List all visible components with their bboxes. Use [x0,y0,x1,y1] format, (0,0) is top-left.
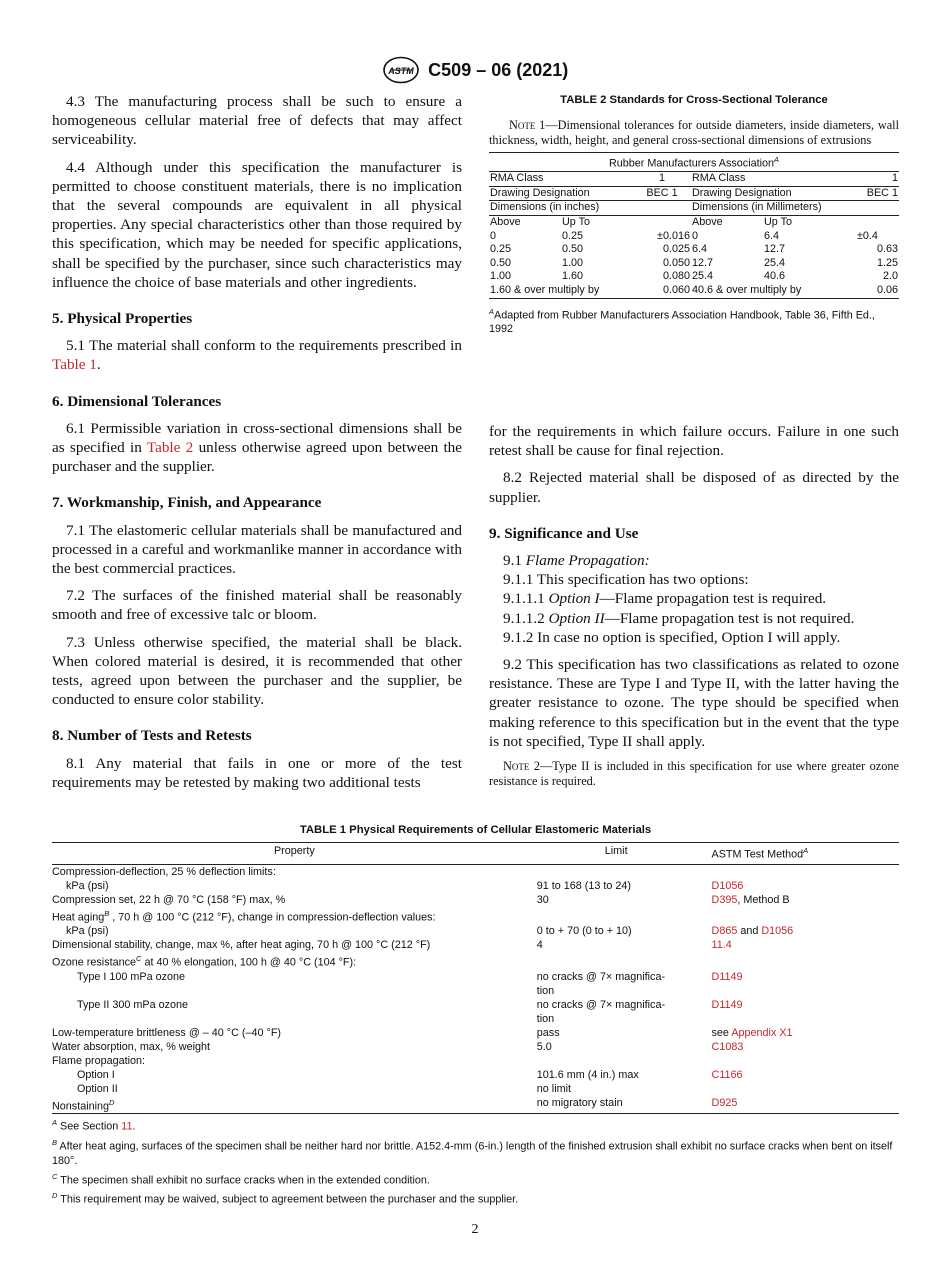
method-cell [712,1040,899,1054]
table-2-row [489,284,899,298]
method-cell [712,907,899,925]
method-link[interactable]: D865 [711,925,738,938]
table-2-cell: 0.060 [633,284,691,298]
header-method: ASTM Test Method$^A$ [712,843,899,865]
header-limit: Limit [537,843,712,865]
paragraph-5-1: 5.1 The material shall conform to the requirements prescribed in Table 1. [52,337,462,374]
method-cell [712,952,899,970]
method-link[interactable]: C1083 [711,1040,744,1053]
table-1-footnotes [52,1116,899,1206]
paragraph-6-1: 6.1 Permissible variation in cross-sectional dimensions shall be as specified in Table 2 unless otherwise agreed upon between the purchaser and the supplier. [52,419,463,476]
table-2-row [489,230,899,244]
table-2-cell: 12.7 [692,256,714,269]
limit-cell: no limit [536,1082,571,1095]
table-2-cell: 1.60 [562,270,584,283]
table-2-cell: Dimensions (in inches) [489,201,691,216]
footnote-link[interactable]: 11 [121,1120,133,1133]
property-cell: Flame propagation: [52,1054,146,1067]
table-2-cell: ±0.016 [657,229,690,242]
method-link[interactable]: D1149 [711,998,743,1011]
table-2-row [489,201,899,216]
table-2-block [489,94,899,336]
table-2-cell: 40.6 [764,270,786,283]
method-link[interactable]: D395 [711,893,738,906]
method-cell [712,1026,899,1040]
table-2-cell: 0.50 [562,243,584,256]
table-1-footnote: $^A$ See Section 11. [52,1118,136,1133]
table-2-cell: Up To [764,215,793,228]
paragraph-4-4: 4.4 Although under this specification the manufacturer is permitted to choose constituent materials, there is no implication that the several compounds are equivalent in all physical properties. Any special characteristics other than those required by this specification, which may be needed for specific applications, shall be specified by the purchaser, since such characteristics may influence the choice of base materials and other ingredients. [52,158,462,291]
page-header [0,56,950,84]
paragraph-9-1: 9.1 Flame Propagation: [503,552,650,570]
table-1-row [52,907,899,925]
limit-cell [537,864,712,879]
limit-cell [537,952,712,970]
table-2-cell: ±0.4 [857,229,878,242]
table-2-link[interactable]: Table 2 [146,439,194,457]
table-1-caption: TABLE 1 Physical Requirements of Cellular Elastomeric Materials [299,824,652,836]
property-cell: Type II 300 mPa ozone [77,998,189,1011]
paragraph-9-2: 9.2 This specification has two classifications as related to ozone resistance. These are Type I and Type II, with the latter having the greater resistance to ozone. The type should be specified when making reference to this specification but in the event that the type is not specified, Type II shall apply. [489,656,899,750]
table-2-cell: 12.7 [764,243,786,256]
table-2-cell: Drawing Designation [691,186,835,201]
table-2-cell: 1.00 [490,270,512,283]
method-link[interactable]: D1056 [761,925,794,938]
method-text: see [711,1026,732,1039]
table-2-cell: BEC 1 [835,186,899,201]
table-2-cell: 1.25 [876,256,898,269]
table-2-cell: 1.60 & over multiply by [489,284,633,298]
table-1-footnote: $^D$ This requirement may be waived, subject to agreement between the purchaser and the supplier. [52,1191,519,1206]
limit-cell: no cracks @ 7× magnifica- tion [536,970,666,997]
table-2-cell: 0.06 [835,284,899,298]
table-2-cell: 0.25 [490,243,512,256]
table-1-row [52,952,899,970]
property-cell: Water absorption, max, % weight [52,1040,211,1053]
limit-cell: no migratory stain [537,1096,712,1114]
table-2-cell: 0.080 [662,270,690,283]
table-2-cell: 6.4 [764,229,780,242]
method-cell [712,1096,899,1114]
table-2 [489,152,899,299]
table-2-cell: 0.25 [562,229,584,242]
document-title: C509 – 06 (2021) [428,59,569,80]
limit-cell: 0 to + 70 (0 to + 10) [536,925,632,938]
property-cell: Nonstaining$^D$ [52,1096,537,1114]
table-2-cell: 0.50 [490,256,512,269]
table-1-block [52,824,899,1207]
logo-text: ASTM [387,66,414,76]
table-1-row [52,1096,899,1114]
table-1-footnote: $^C$ The specimen shall exhibit no surface cracks when in the extended condition. [52,1171,430,1187]
right-column [489,422,899,789]
table-2-row [489,186,899,201]
table-2-cell: 0.050 [662,256,690,269]
property-cell: Compression-deflection, 25 % deflection limits: [52,865,276,878]
table-2-row [489,257,899,271]
property-cell: Heat aging$^B$ , 70 h @ 100 °C (212 °F), change in compression-deflection values: [52,908,436,924]
paragraph-7-2: 7.2 The surfaces of the finished material shall be reasonably smooth and free of excessive talc or bloom. [52,587,462,624]
limit-cell [537,1054,712,1068]
paragraph-4-3: 4.3 The manufacturing process shall be such to ensure a homogeneous cellular material free of defects that may affect serviceability. [52,93,462,149]
table-2-cell: Up To [562,215,591,228]
note-2: Note 2—Type II is included in this specification for use where greater ozone resistance is required. [489,759,899,789]
table-2-cell: RMA Class [489,172,633,187]
method-cell [712,1054,899,1068]
method-cell [712,893,899,907]
table-2-note: Note 1—Dimensional tolerances for outside diameters, inside diameters, wall thickness, width, height, and general cross-sectional dimensions of extrusions [489,118,899,147]
paragraph-9-1-1-1: 9.1.1.1 Option I—Flame propagation test is required. [503,590,827,608]
page-number: 2 [471,1222,479,1237]
property-cell: Compression set, 22 h @ 70 °C (158 °F) max, % [52,893,286,906]
table-1-row [52,1040,899,1054]
paragraph-7-3: 7.3 Unless otherwise specified, the material shall be black. When colored material is desired, it is recommended that other tests, agreed upon between the purchaser and the supplier, be conducted to ensure color stability. [52,633,462,709]
table-2-cell: Dimensions (in Millimeters) [691,201,899,216]
table-1-row [52,864,899,879]
table-1-row [52,879,899,893]
method-link[interactable]: 11.4 [711,939,732,952]
table-2-cell: 1 [633,172,691,187]
table-2-row [489,243,899,257]
property-cell: Low-temperature brittleness @ – 40 °C (–40 °F) [52,1026,282,1039]
table-1-link[interactable]: Table 1 [52,356,97,374]
paragraph-7-1: 7.1 The elastomeric cellular materials shall be manufactured and processed in a careful and workmanlike manner in accordance with the best commercial practices. [52,521,462,578]
table-1-row [52,924,899,938]
section-9-heading: 9. Significance and Use [489,524,639,542]
property-cell: Dimensional stability, change, max %, after heat aging, 70 h @ 100 °C (212 °F) [52,939,431,952]
method-link[interactable]: C1166 [711,1068,743,1081]
table-2-caption: TABLE 2 Standards for Cross-Sectional Tolerance [560,94,828,106]
section-8-heading: 8. Number of Tests and Retests [52,727,252,745]
property-cell: Ozone resistance$^C$ at 40 % elongation, 100 h @ 40 °C (104 °F): [52,954,357,969]
table-1-footnote: $^B$ After heat aging, surfaces of the specimen shall be neither hard nor brittle. A152.4-mm (6-in.) length of the finished extrusion shall exhibit no surface cracks when bent on itself 180°. [52,1137,893,1167]
table-1-row [52,1082,899,1096]
table-2-cell: 0.63 [876,243,898,256]
table-2-cell: Above [692,215,723,228]
table-2-row [489,270,899,284]
property-cell: kPa (psi) [66,925,109,938]
method-link[interactable]: D1056 [711,879,744,892]
table-1-header-row [52,843,899,865]
table-2-cell: RMA Class [691,172,835,187]
table-2-cell: 1 [835,172,899,187]
table-2-cell: 0 [490,229,497,242]
table-2-cell: 25.4 [764,256,786,269]
limit-cell [537,907,712,925]
table-2-cell: Above [490,215,521,228]
limit-cell: 4 [536,939,543,952]
method-cell [712,970,899,998]
property-cell: Option II [77,1082,118,1095]
limit-cell: 30 [536,893,549,906]
table-2-group-row [489,153,899,172]
paragraph-9-1-1: 9.1.1 This specification has two options: [503,571,749,589]
method-link[interactable]: D1149 [711,970,743,983]
table-2-cell: 0 [692,229,699,242]
section-5-heading: 5. Physical Properties [52,310,193,328]
method-link[interactable]: Appendix X1 [731,1026,793,1039]
table-2-footnote: $^A$Adapted from Rubber Manufacturers Association Handbook, Table 36, Fifth Ed., 1992 [489,306,875,336]
table-1-row [52,1026,899,1040]
property-cell: kPa (psi) [66,879,109,892]
table-2-cell: 6.4 [692,243,708,256]
table-2-row [489,172,899,187]
table-1-row [52,970,899,998]
table-1-row [52,938,899,952]
method-cell [712,1068,899,1082]
table-2-cell: Drawing Designation [489,186,633,201]
paragraph-8-1: 8.1 Any material that fails in one or more of the test requirements may be retested by making two additional tests [52,754,462,791]
method-link[interactable]: D925 [711,1096,738,1109]
table-2-cell: 1.00 [562,256,584,269]
method-cell [712,1082,899,1096]
table-2-cell: 0.025 [662,243,690,256]
paragraph-9-1-1-2: 9.1.1.2 Option II—Flame propagation test is not required. [503,609,855,627]
method-cell [712,998,899,1026]
limit-cell: 101.6 mm (4 in.) max [536,1068,639,1081]
table-1 [52,842,899,1114]
table-1-row [52,998,899,1026]
table-1-row [52,893,899,907]
table-2-cell: 40.6 & over multiply by [691,284,835,298]
astm-logo-icon [382,56,420,84]
left-column [52,92,462,800]
header-property: Property [52,843,537,865]
table-1-row [52,1054,899,1068]
table-2-cell: 25.4 [692,270,714,283]
paragraph-8-2: 8.2 Rejected material shall be disposed of as directed by the supplier. [489,469,899,506]
property-cell: Type I 100 mPa ozone [77,970,186,983]
method-cell [712,924,899,938]
paragraph-9-1-2: 9.1.2 In case no option is specified, Option I will apply. [503,628,841,646]
limit-cell: 91 to 168 (13 to 24) [536,879,632,892]
table-1-row [52,1068,899,1082]
table-2-cell: BEC 1 [633,186,691,201]
table-2-row [489,215,899,229]
method-text: , Method B [737,893,790,906]
table-2-group-header: Rubber Manufacturers Association$^A$ [489,153,899,172]
limit-cell: pass [536,1026,560,1039]
method-cell [712,938,899,952]
method-text: and [737,925,762,938]
section-7-heading: 7. Workmanship, Finish, and Appearance [52,494,322,512]
method-cell [712,879,899,893]
section-6-heading: 6. Dimensional Tolerances [52,392,222,410]
property-cell: Option I [77,1068,115,1081]
method-cell [712,864,899,879]
table-2-cell: 2.0 [882,270,898,283]
limit-cell: 5.0 [536,1040,552,1053]
limit-cell: no cracks @ 7× magnifica- tion [536,998,666,1025]
paragraph-8-1-continued: for the requirements in which failure occurs. Failure in one such retest shall be cause for final rejection. [489,423,899,460]
